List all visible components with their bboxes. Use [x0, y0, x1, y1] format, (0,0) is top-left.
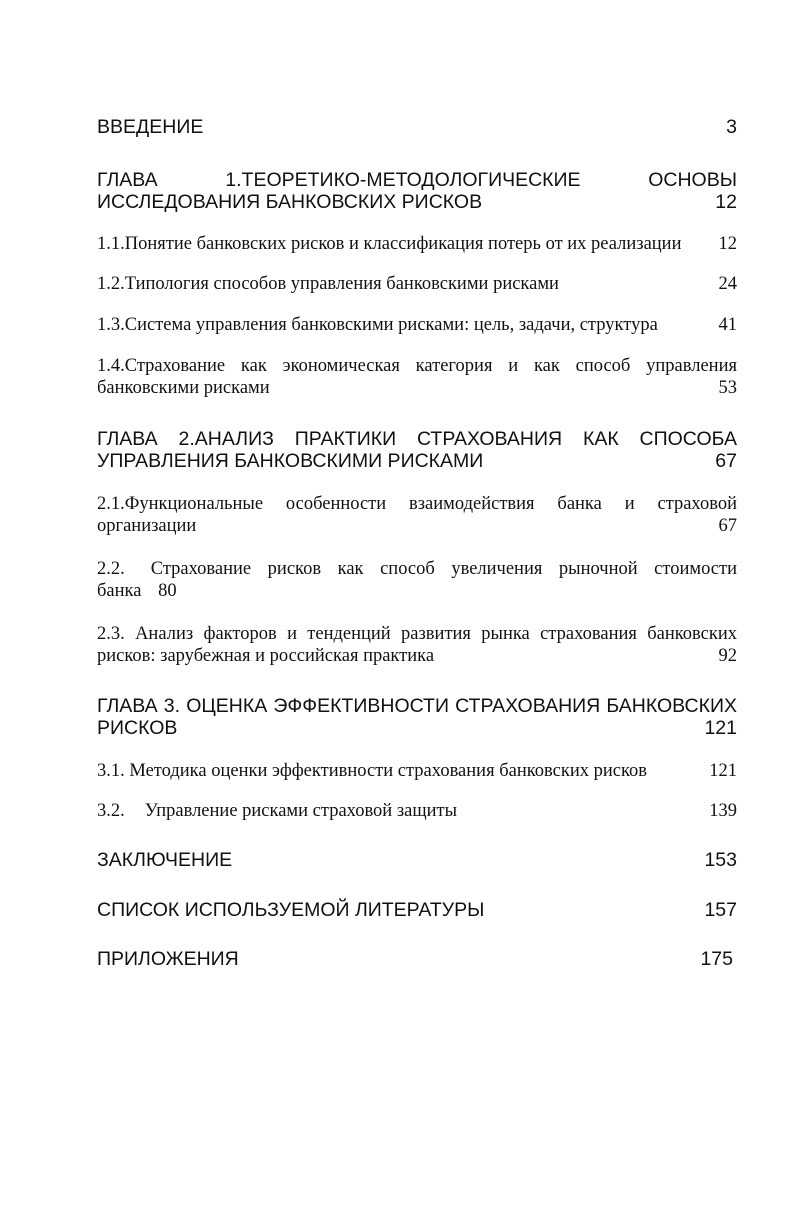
toc-title-line1: 1.4.Страхование как экономическая категория и как способ управления	[97, 356, 737, 376]
toc-page: 121	[704, 717, 737, 739]
toc-entry-3-2	[97, 800, 737, 822]
toc-title-line1: 2.1.Функциональные особенности взаимодействия банка и страховой	[97, 494, 737, 514]
toc-page: 67	[715, 450, 737, 472]
toc-page: 175	[700, 948, 733, 970]
toc-entry-1-1	[97, 233, 737, 255]
toc-page: 92	[718, 646, 737, 666]
toc-entry-2-3	[97, 623, 737, 667]
toc-entry-1-3	[97, 314, 737, 336]
toc-title-line2: банка	[97, 581, 142, 601]
toc-entry-conclusion	[97, 849, 737, 871]
toc-section-number: 2.2.	[97, 559, 125, 579]
toc-title-part: 1.ТЕОРЕТИКО-МЕТОДОЛОГИЧЕСКИЕ	[225, 169, 581, 191]
toc-entry-3-1	[97, 760, 737, 782]
toc-title: 1.3.Система управления банковскими рисками: цель, задачи, структура	[97, 315, 658, 335]
toc-entry-references	[97, 899, 737, 921]
toc-entry-1-4	[97, 355, 737, 399]
toc-entry-chapter-1	[97, 169, 737, 213]
toc-entry-2-1	[97, 493, 737, 537]
toc-entry-appendix	[97, 948, 733, 970]
toc-title-line1: ГЛАВА 3. ОЦЕНКА ЭФФЕКТИВНОСТИ СТРАХОВАНИЯ БАНКОВСКИХ	[97, 695, 737, 717]
toc-title: ПРИЛОЖЕНИЯ	[97, 948, 239, 970]
toc-page: 153	[704, 849, 737, 871]
toc-title: ВВЕДЕНИЕ	[97, 116, 204, 138]
toc-page: 3	[726, 116, 737, 138]
toc-title: 1.1.Понятие банковских рисков и классификация потерь от их реализации	[97, 234, 682, 254]
toc-page: 157	[704, 899, 737, 921]
toc-title: Управление рисками страховой защиты	[144, 801, 458, 821]
toc-page: 12	[715, 191, 737, 213]
toc-title-line2: банковскими рисками	[97, 378, 270, 398]
toc-page: 80	[158, 581, 177, 601]
toc-title: 3.1. Методика оценки эффективности страхования банковских рисков	[97, 761, 648, 781]
toc-page: 67	[718, 516, 737, 536]
toc-title-line1: ГЛАВА 2.АНАЛИЗ ПРАКТИКИ СТРАХОВАНИЯ КАК СПОСОБА	[97, 428, 737, 450]
toc-entry-1-2	[97, 273, 737, 295]
toc-page: 121	[709, 761, 737, 781]
toc-title-line1: Страхование рисков как способ увеличения рыночной стоимости	[150, 559, 737, 579]
toc-entry-2-2	[97, 558, 737, 602]
toc-title-line2: РИСКОВ	[97, 717, 178, 739]
toc-title: ЗАКЛЮЧЕНИЕ	[97, 849, 233, 871]
toc-title-part: ГЛАВА	[97, 169, 158, 191]
toc-title-part: ОСНОВЫ	[648, 169, 737, 191]
toc-entry-intro	[97, 116, 737, 138]
toc-page: 24	[718, 274, 737, 294]
toc-page: 12	[718, 234, 737, 254]
toc-page: 53	[718, 378, 737, 398]
toc-title-line2: УПРАВЛЕНИЯ БАНКОВСКИМИ РИСКАМИ	[97, 450, 484, 472]
toc-page: 139	[709, 801, 737, 821]
toc-entry-chapter-3	[97, 695, 737, 739]
toc-title-line2: ИССЛЕДОВАНИЯ БАНКОВСКИХ РИСКОВ	[97, 191, 483, 213]
toc-title-line1: 2.3. Анализ факторов и тенденций развития рынка страхования банковских	[97, 624, 737, 644]
toc-section-number: 3.2.	[97, 801, 125, 821]
toc-page: 41	[718, 315, 737, 335]
toc-title-line2: рисков: зарубежная и российская практика	[97, 646, 435, 666]
toc-entry-chapter-2	[97, 428, 737, 472]
toc-title: 1.2.Типология способов управления банковскими рисками	[97, 274, 559, 294]
toc-title-line2: организации	[97, 516, 197, 536]
toc-title: СПИСОК ИСПОЛЬЗУЕМОЙ ЛИТЕРАТУРЫ	[97, 899, 485, 921]
